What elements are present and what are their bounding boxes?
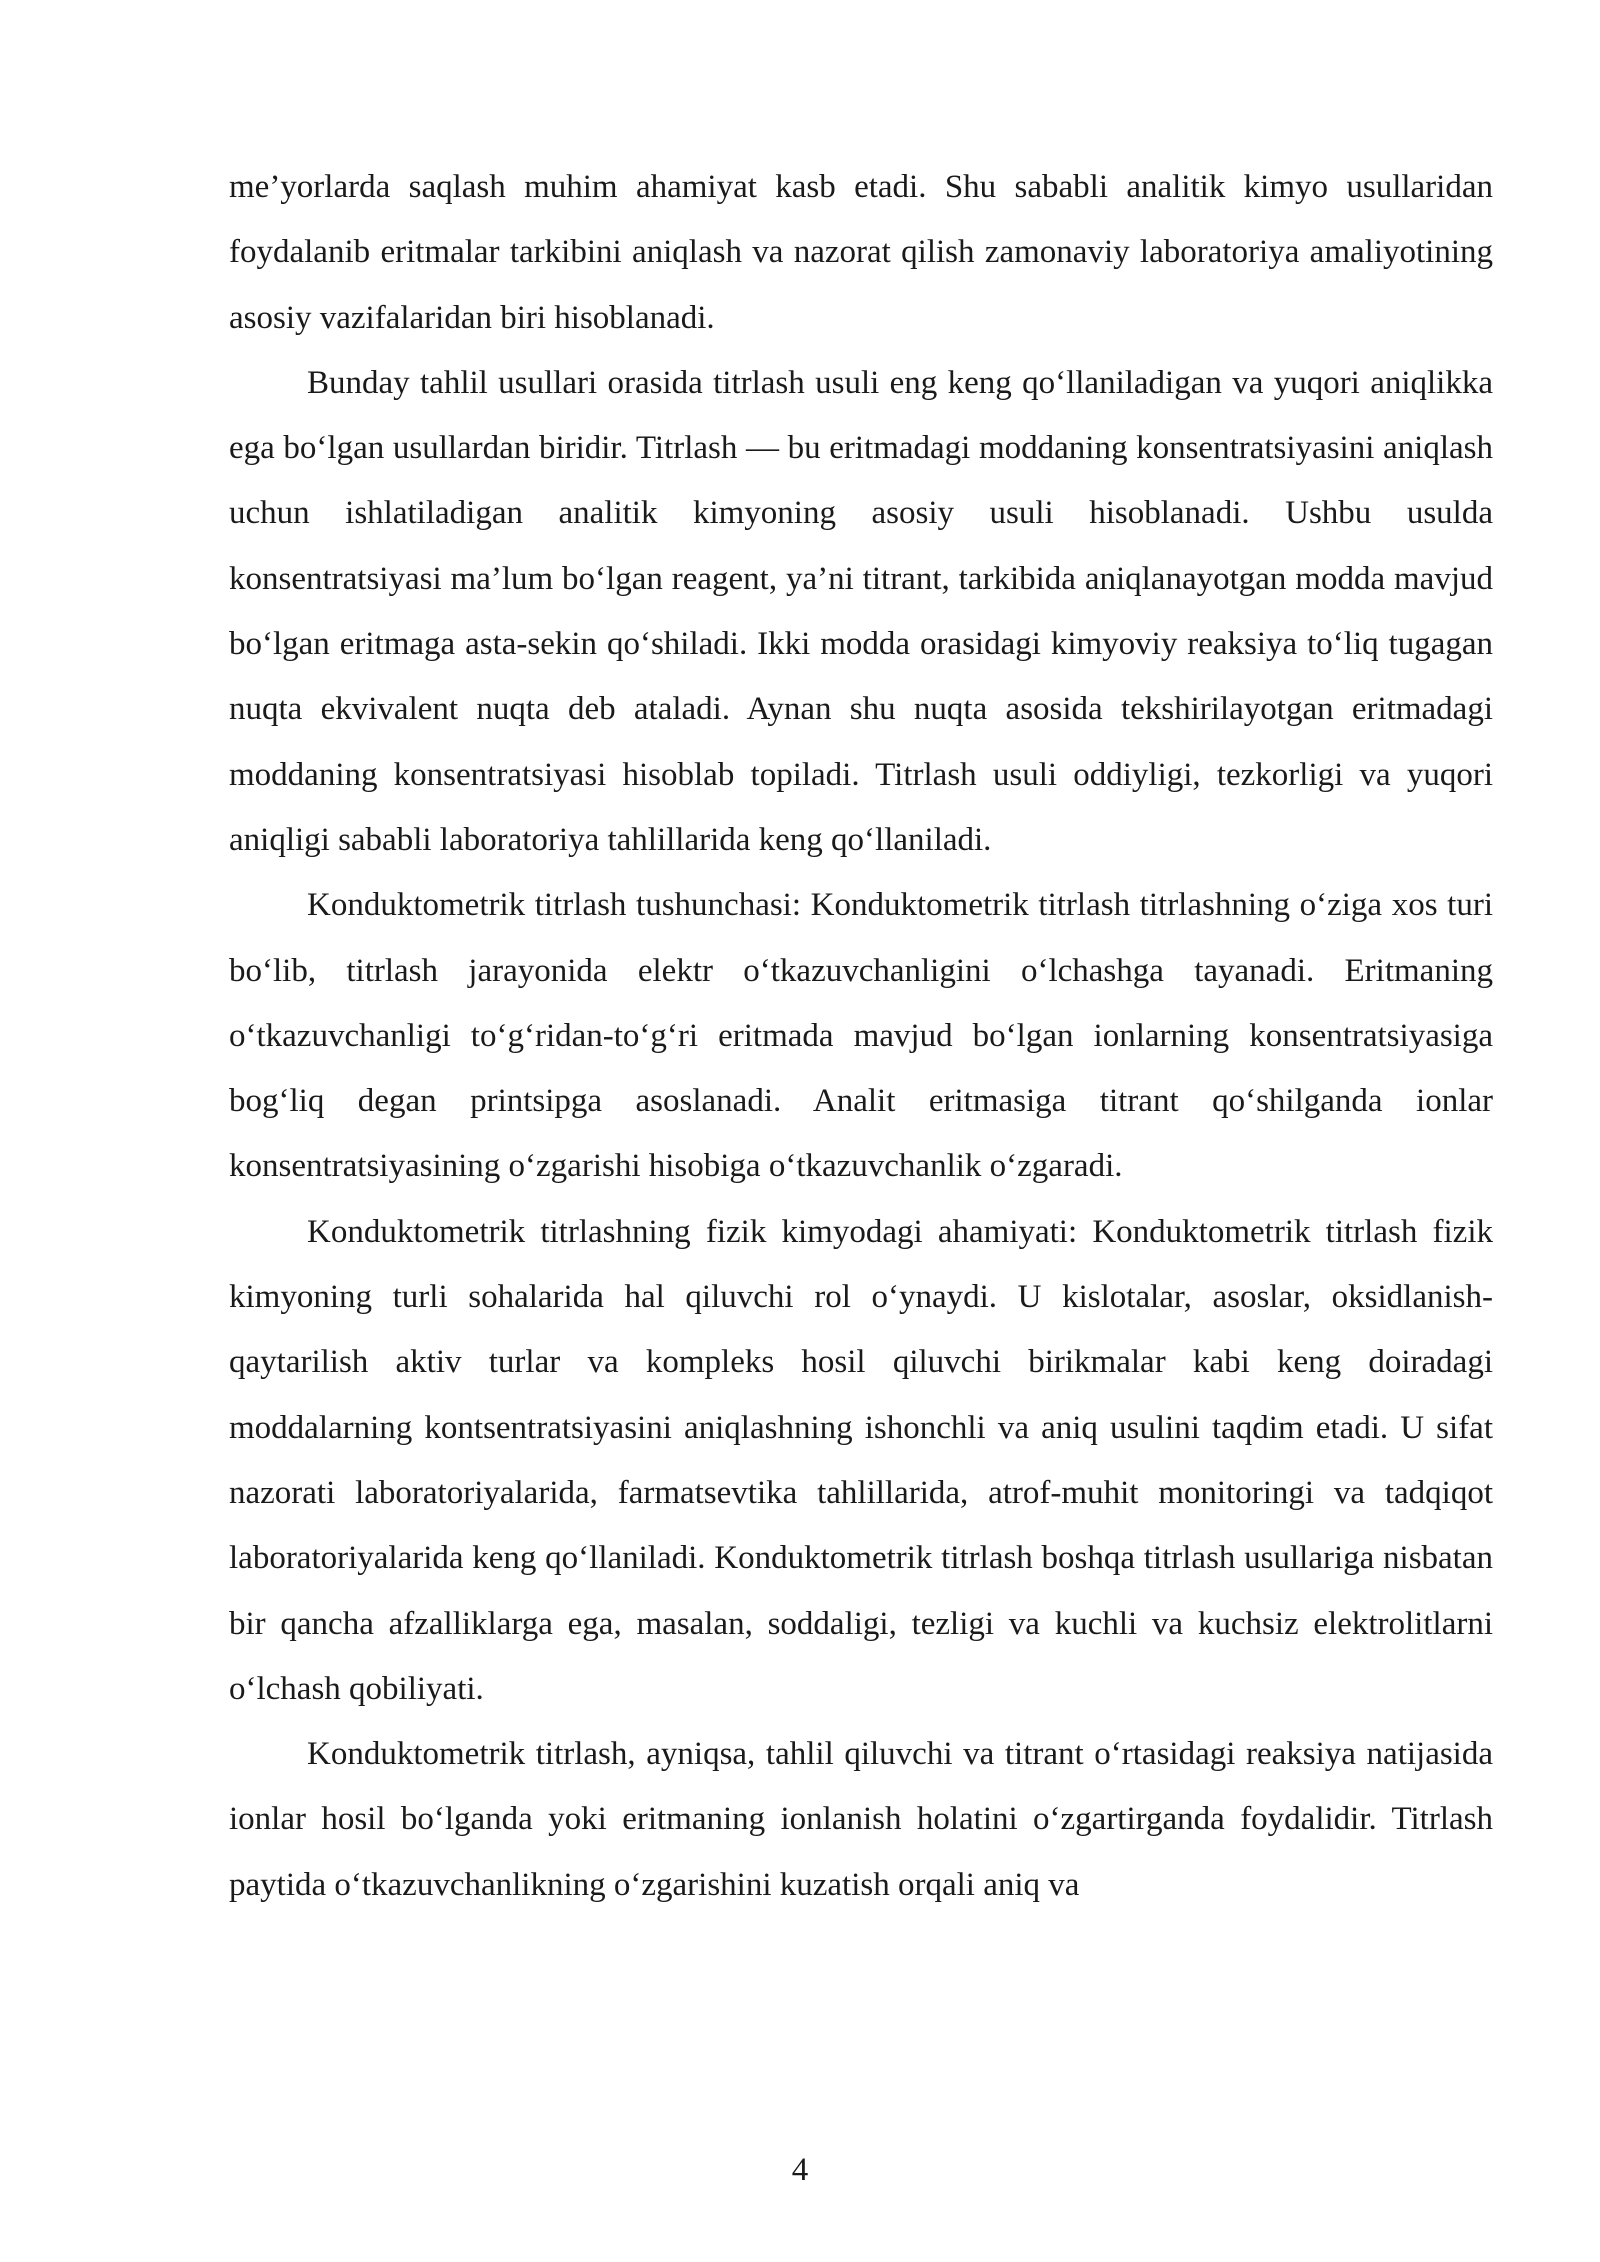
- paragraph-titrlash-usuli: Bunday tahlil usullari orasida titrlash usuli eng keng qo‘llaniladigan va yuqori aniqlikka ega bo‘lgan usullardan biridir. Titrlash — bu eritmadagi moddaning konsentratsiyasini aniqlash uchun ishlatiladigan analitik kimyoning asosiy usuli hisoblanadi. Ushbu usulda konsentratsiyasi ma’lum bo‘lgan reagent, ya’ni titrant, tarkibida aniqlanayotgan modda mavjud bo‘lgan eritmaga asta-sekin qo‘shiladi. Ikki modda orasidagi kimyoviy reaksiya to‘liq tugagan nuqta ekvivalent nuqta deb ataladi. Aynan shu nuqta asosida tekshirilayotgan eritmadagi moddaning konsentratsiyasi hisoblab topiladi. Titrlash usuli oddiyligi, tezkorligi va yuqori aniqligi sababli laboratoriya tahlillarida keng qo‘llaniladi.: [229, 364, 1493, 858]
- paragraph-konduktometrik-ahamiyati: Konduktometrik titrlashning fizik kimyodagi ahamiyati: Konduktometrik titrlash fizik kimyoning turli sohalarida hal qiluvchi rol o‘ynaydi. U kislotalar, asoslar, oksidlanish-qaytarilish aktiv turlar va kompleks hosil qiluvchi birikmalar kabi keng doiradagi moddalarning kontsentratsiyasini aniqlashning ishonchli va aniq usulini taqdim etadi. U sifat nazorati laboratoriyalarida, farmatsevtika tahlillarida, atrof-muhit monitoringi va tadqiqot laboratoriyalarida keng qo‘llaniladi. Konduktometrik titrlash boshqa titrlash usullariga nisbatan bir qancha afzalliklarga ega, masalan, soddaligi, tezligi va kuchli va kuchsiz elektrolitlarni o‘lchash qobiliyati.: [229, 1213, 1493, 1707]
- paragraph-continuation: me’yorlarda saqlash muhim ahamiyat kasb etadi. Shu sababli analitik kimyo usullaridan foydalanib eritmalar tarkibini aniqlash va nazorat qilish zamonaviy laboratoriya amaliyotining asosiy vazifalaridan biri hisoblanadi.: [229, 169, 1493, 336]
- document-body: [229, 155, 1493, 1918]
- paragraph-konduktometrik-tushuncha: Konduktometrik titrlash tushunchasi: Konduktometrik titrlash titrlashning o‘ziga xos turi bo‘lib, titrlash jarayonida elektr o‘tkazuvchanligini o‘lchashga tayanadi. Eritmaning o‘tkazuvchanligi to‘g‘ridan-to‘g‘ri eritmada mavjud bo‘lgan ionlarning konsentratsiyasiga bog‘liq degan printsipga asoslanadi. Analit eritmasiga titrant qo‘shilganda ionlar konsentratsiyasining o‘zgarishi hisobiga o‘tkazuvchanlik o‘zgaradi.: [229, 887, 1493, 1185]
- paragraph-konduktometrik-foydaliligi: Konduktometrik titrlash, ayniqsa, tahlil qiluvchi va titrant o‘rtasidagi reaksiya natijasida ionlar hosil bo‘lganda yoki eritmaning ionlanish holatini o‘zgartirganda foydalidir. Titrlash paytida o‘tkazuvchanlikning o‘zgarishini kuzatish orqali aniq va: [229, 1736, 1493, 1903]
- page-number: 4: [791, 2152, 809, 2188]
